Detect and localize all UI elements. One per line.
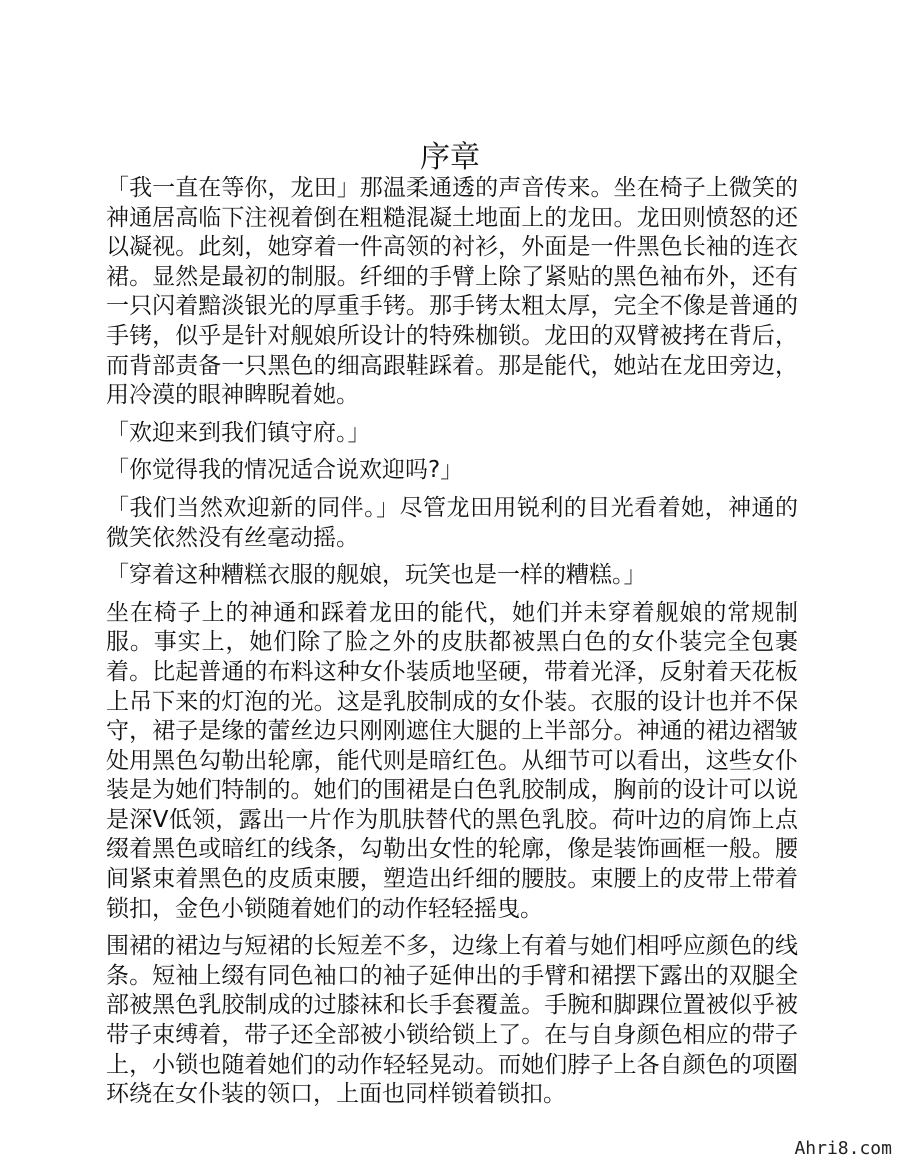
paragraph: 「我一直在等你，龙田」那温柔通透的声音传来。坐在椅子上微笑的神通居高临下注视着倒在粗糙混凝土地面上的龙田。龙田则愤怒的还以凝视。此刻，她穿着一件高领的衬衫，外面是一件黑色长袖的连衣裙。显然是最初的制服。纤细的手臂上除了紧贴的黑色袖布外，还有一只闪着黯淡银光的厚重手铐。那手铐太粗太厚，完全不像是普通的手铐，似乎是针对舰娘所设计的特殊枷锁。龙田的双臂被拷在背后，而背部责备一只黑色的细高跟鞋踩着。那是能代，她站在龙田旁边，用冷漠的眼神睥睨着她。 [106, 175, 798, 409]
chapter-title: 序章 [420, 140, 480, 175]
watermark: Ahri8.com [794, 1138, 892, 1159]
paragraph: 「穿着这种糟糕衣服的舰娘，玩笑也是一样的糟糕。」 [106, 562, 647, 589]
paragraph: 围裙的裙边与短裙的长短差不多，边缘上有着与她们相呼应颜色的线条。短袖上缀有同色袖口的袖子延伸出的手臂和裙摆下露出的双腿全部被黑色乳胶制成的过膝袜和长手套覆盖。手腕和脚踝位置被似乎被带子束缚着，带子还全部被小锁给锁上了。在与自身颜色相应的带子上，小锁也随着她们的动作轻轻晃动。而她们脖子上各自颜色的项圈环绕在女仆装的领口，上面也同样锁着锁扣。 [106, 933, 798, 1108]
paragraph: 坐在椅子上的神通和踩着龙田的能代，她们并未穿着舰娘的常规制服。事实上，她们除了脸之外的皮肤都被黑白色的女仆装完全包裹着。比起普通的布料这种女仆装质地坚硬，带着光泽，反射着天花板上吊下来的灯泡的光。这是乳胶制成的女仆装。衣服的设计也并不保守，裙子是缘的蕾丝边只刚刚遮住大腿的上半部分。神通的裙边褶皱处用黑色勾勒出轮廓，能代则是暗红色。从细节可以看出，这些女仆装是为她们特制的。她们的围裙是白色乳胶制成，胸前的设计可以说是深V低领，露出一片作为肌肤替代的黑色乳胶。荷叶边的肩饰上点缀着黑色或暗红的线条，勾勒出女性的轮廓，像是装饰画框一般。腰间紧束着黑色的皮质束腰，塑造出纤细的腰肢。束腰上的皮带上带着锁扣，金色小锁随着她们的动作轻轻摇曳。 [106, 599, 798, 922]
paragraph: 「你觉得我的情况适合说欢迎吗?」 [106, 457, 464, 484]
paragraph: 「欢迎来到我们镇守府。」 [106, 419, 371, 446]
paragraph: 「我们当然欢迎新的同伴。」尽管龙田用锐利的目光看着她，神通的微笑依然没有丝毫动摇。 [106, 494, 798, 551]
chapter-body [106, 174, 798, 1118]
